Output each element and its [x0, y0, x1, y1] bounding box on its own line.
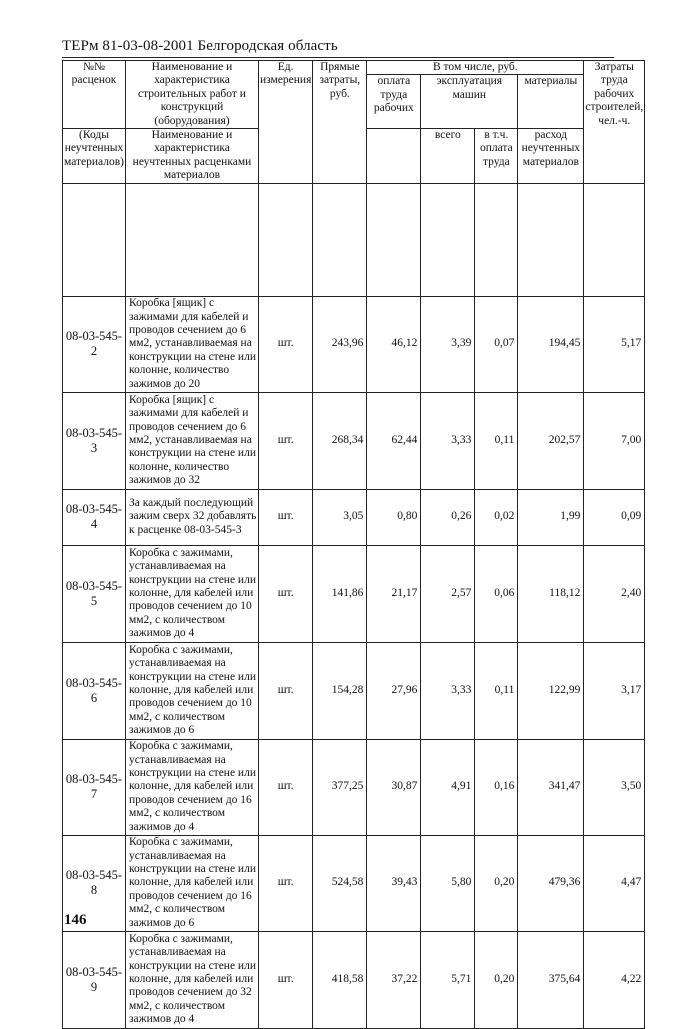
header-row-1: [63, 61, 645, 75]
rate-unit: шт.: [258, 642, 312, 739]
rate-labor: 4,22: [584, 931, 645, 1028]
rate-direct-costs: 141,86: [313, 545, 367, 642]
table-row: [63, 835, 645, 931]
header-machines-wages: в т.ч. оплата труда: [475, 129, 518, 184]
rate-machines-wages: 0,20: [475, 835, 518, 931]
table-row: [63, 545, 645, 642]
rate-unit: шт.: [258, 739, 312, 835]
rate-machines: 5,71: [421, 931, 475, 1028]
table-row: [63, 642, 645, 739]
rate-machines-wages: 0,11: [475, 642, 518, 739]
rate-name: Коробка [ящик] с зажимами для кабелей и проводов сечением до 6 мм2, устанавливаемая на конструкции на стене или колонне, количество зажимов до 20: [125, 296, 258, 392]
rate-machines-wages: 0,06: [475, 545, 518, 642]
header-incl: В том числе, руб.: [367, 61, 584, 75]
header-divider: [62, 57, 614, 58]
rate-materials: 194,45: [518, 296, 584, 392]
rate-machines: 5,80: [421, 835, 475, 931]
rate-labor: 4,47: [584, 835, 645, 931]
rate-materials: 341,47: [518, 739, 584, 835]
rate-machines: 0,26: [421, 489, 475, 545]
table-row: [63, 296, 645, 392]
rate-materials: 118,12: [518, 545, 584, 642]
rate-code: 08-03-545-3: [63, 392, 126, 489]
table-row: [63, 489, 645, 545]
header-unit: Ед. измерения: [258, 61, 312, 184]
rate-code: 08-03-545-8: [63, 835, 126, 931]
header-wages: оплата труда рабочих: [367, 75, 421, 129]
rate-unit: шт.: [258, 489, 312, 545]
rate-direct-costs: 524,58: [313, 835, 367, 931]
table-row: [63, 392, 645, 489]
rate-direct-costs: 268,34: [313, 392, 367, 489]
header-direct-costs: Прямые затраты, руб.: [313, 61, 367, 184]
rate-labor: 2,40: [584, 545, 645, 642]
rate-machines: 2,57: [421, 545, 475, 642]
rate-direct-costs: 3,05: [313, 489, 367, 545]
rate-machines-wages: 0,16: [475, 739, 518, 835]
rate-name: Коробка с зажимами, устанавливаемая на конструкции на стене или колонне, для кабелей или проводов сечением до 32 мм2, с количеством зажимов до 4: [125, 931, 258, 1028]
header-machines-total: всего: [421, 129, 475, 184]
table-row: [63, 931, 645, 1028]
header-cell-blank: [367, 129, 421, 184]
rate-unit: шт.: [258, 545, 312, 642]
rate-unit: шт.: [258, 931, 312, 1028]
rate-wages: 0,80: [367, 489, 421, 545]
header-machines: эксплуатация машин: [421, 75, 518, 129]
rate-machines-wages: 0,11: [475, 392, 518, 489]
table-row: [63, 739, 645, 835]
header-materials: материалы: [518, 75, 584, 129]
rate-name: За каждый последующий зажим сверх 32 добавлять к расценке 08-03-545-3: [125, 489, 258, 545]
rate-name: Коробка [ящик] с зажимами для кабелей и проводов сечением до 6 мм2, устанавливаемая на конструкции на стене или колонне, количество зажимов до 32: [125, 392, 258, 489]
rate-wages: 37,22: [367, 931, 421, 1028]
rate-direct-costs: 418,58: [313, 931, 367, 1028]
rate-code: 08-03-545-2: [63, 296, 126, 392]
rate-machines: 3,39: [421, 296, 475, 392]
rate-materials: 375,64: [518, 931, 584, 1028]
rate-wages: 30,87: [367, 739, 421, 835]
rate-materials: 479,36: [518, 835, 584, 931]
document-header: ТЕРм 81-03-08-2001 Белгородская область: [62, 38, 338, 54]
rate-name: Коробка с зажимами, устанавливаемая на конструкции на стене или колонне, для кабелей или проводов сечением до 16 мм2, с количеством зажимов до 6: [125, 835, 258, 931]
rate-direct-costs: 377,25: [313, 739, 367, 835]
rate-labor: 3,50: [584, 739, 645, 835]
rate-machines-wages: 0,20: [475, 931, 518, 1028]
header-name: Наименование и характеристика строительных работ и конструкций (оборудования): [125, 61, 258, 129]
rate-code: 08-03-545-6: [63, 642, 126, 739]
header-materials-unaccounted: расход неучтенных материалов: [518, 129, 584, 184]
rate-wages: 39,43: [367, 835, 421, 931]
rate-name: Коробка с зажимами, устанавливаемая на конструкции на стене или колонне, для кабелей или проводов сечением до 10 мм2, с количеством зажимов до 6: [125, 642, 258, 739]
rate-materials: 202,57: [518, 392, 584, 489]
rate-code: 08-03-545-9: [63, 931, 126, 1028]
rate-wages: 62,44: [367, 392, 421, 489]
rate-code: 08-03-545-7: [63, 739, 126, 835]
header-code: №№ расценок: [63, 61, 126, 129]
rate-labor: 3,17: [584, 642, 645, 739]
rate-unit: шт.: [258, 835, 312, 931]
rate-direct-costs: 154,28: [313, 642, 367, 739]
rate-materials: 122,99: [518, 642, 584, 739]
rate-labor: 0,09: [584, 489, 645, 545]
page-number: 146: [64, 912, 87, 928]
rate-machines: 3,33: [421, 392, 475, 489]
header-name-unaccounted: Наименование и характеристика неучтенных расценками материалов: [125, 129, 258, 184]
rate-machines: 4,91: [421, 739, 475, 835]
rate-name: Коробка с зажимами, устанавливаемая на конструкции на стене или колонне, для кабелей или проводов сечением до 10 мм2, с количеством зажимов до 4: [125, 545, 258, 642]
header-labor: Затраты труда рабочих строителей, чел.-ч.: [584, 61, 645, 184]
rate-unit: шт.: [258, 392, 312, 489]
rate-machines-wages: 0,02: [475, 489, 518, 545]
rate-wages: 21,17: [367, 545, 421, 642]
rates-table: [62, 60, 645, 1029]
rate-unit: шт.: [258, 296, 312, 392]
rate-machines-wages: 0,07: [475, 296, 518, 392]
rate-labor: 7,00: [584, 392, 645, 489]
rate-materials: 1,99: [518, 489, 584, 545]
rate-wages: 27,96: [367, 642, 421, 739]
rate-labor: 5,17: [584, 296, 645, 392]
rate-code: 08-03-545-5: [63, 545, 126, 642]
spacer-row: [63, 183, 645, 296]
rate-code: 08-03-545-4: [63, 489, 126, 545]
rate-wages: 46,12: [367, 296, 421, 392]
header-code-unaccounted: (Коды неучтенных материалов): [63, 129, 126, 184]
rate-name: Коробка с зажимами, устанавливаемая на конструкции на стене или колонне, для кабелей или проводов сечением до 16 мм2, с количеством зажимов до 4: [125, 739, 258, 835]
rate-direct-costs: 243,96: [313, 296, 367, 392]
rate-machines: 3,33: [421, 642, 475, 739]
